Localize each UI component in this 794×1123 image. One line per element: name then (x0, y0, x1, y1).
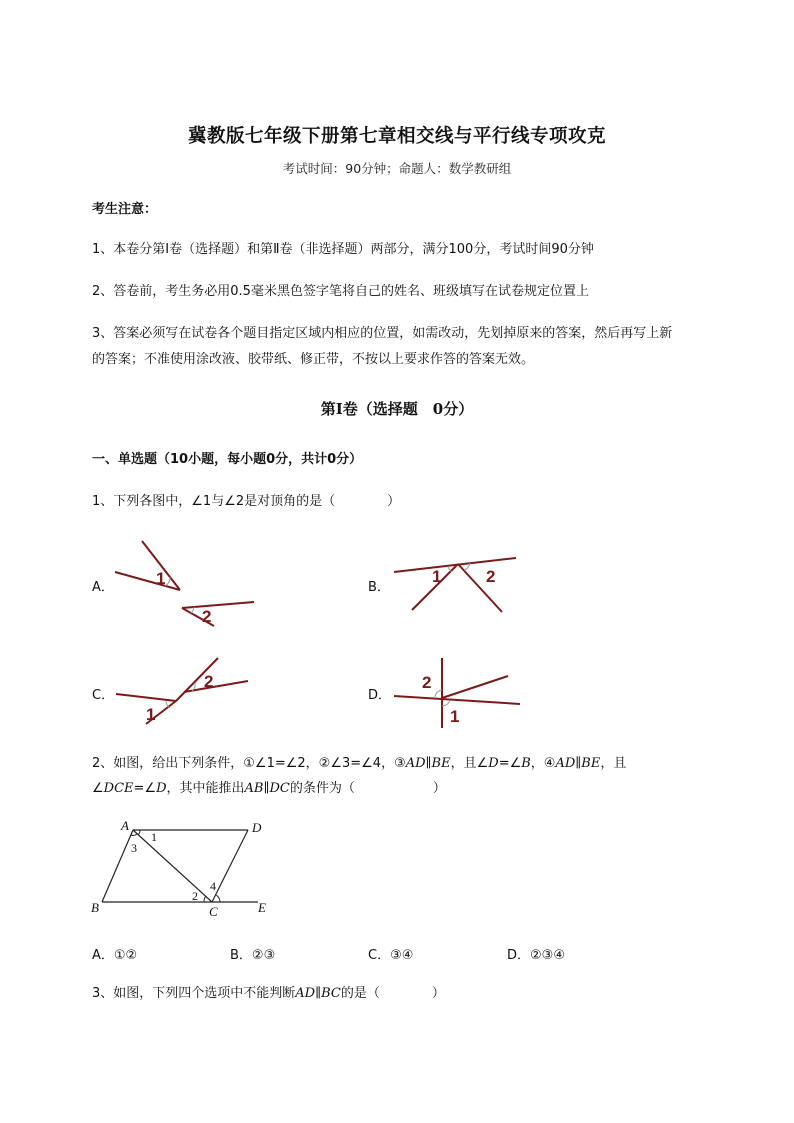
q2-option-d[interactable]: D．②③④ (507, 948, 565, 963)
q1-figure-b (390, 554, 520, 616)
q1-option-b[interactable]: B． (368, 580, 390, 595)
q2-angle-3: 3 (131, 841, 137, 855)
q1-figure-a (110, 536, 260, 628)
q1c-angle-2: 2 (204, 672, 214, 691)
page-title: 冀教版七年级下册第七章相交线与平行线专项攻克 (187, 126, 606, 147)
section-title: 第Ⅰ卷（选择题 0分） (320, 400, 474, 418)
q2-point-b: B (91, 900, 99, 915)
q1a-angle-2: 2 (202, 607, 212, 626)
q1-figure-d (390, 656, 524, 730)
notice-item-2: 2、答卷前，考生务必用0.5毫米黑色签字笔将自己的姓名、班级填写在试卷规定位置上 (92, 284, 589, 299)
q1b-angle-1: 1 (432, 567, 442, 586)
notice-item-1: 1、本卷分第Ⅰ卷（选择题）和第Ⅱ卷（非选择题）两部分，满分100分，考试时间90分钟 (92, 242, 594, 257)
part-heading: 一、单选题（10小题，每小题0分，共计0分） (92, 452, 363, 467)
notice-heading: 考生注意： (92, 202, 158, 217)
q1-option-c[interactable]: C． (92, 688, 115, 703)
q1-option-a[interactable]: A． (92, 580, 114, 595)
q1a-angle-1: 1 (156, 569, 166, 588)
q2-stem-line-1: 2、如图，给出下列条件，①∠1=∠2，②∠3=∠4，③AD∥BE，且∠D=∠B，④AD∥BE，且 (92, 756, 627, 771)
q2-angle-1: 1 (151, 830, 157, 844)
q2-figure (88, 818, 278, 918)
q1-figure-c (112, 656, 252, 726)
page-subtitle: 考试时间：90分钟；命题人：数学教研组 (282, 161, 512, 176)
q2-stem-line-2: ∠DCE=∠D，其中能推出AB∥DC的条件为（ ） (92, 781, 446, 796)
q1b-angle-2: 2 (486, 567, 496, 586)
q1d-angle-2: 2 (422, 673, 432, 692)
q2-option-a[interactable]: A．①② (92, 948, 138, 963)
q2-point-e: E (258, 900, 266, 915)
notice-item-3-cont: 的答案；不准使用涂改液、胶带纸、修正带，不按以上要求作答的答案无效。 (92, 352, 535, 367)
q2-option-b[interactable]: B．②③ (230, 948, 276, 963)
q1c-angle-1: 1 (146, 705, 156, 724)
q1-option-d[interactable]: D． (368, 688, 392, 703)
q2-point-d: D (252, 820, 262, 835)
q3-stem: 3、如图，下列四个选项中不能判断AD∥BC的是（ ） (92, 986, 445, 1001)
notice-item-3: 3、答案必须写在试卷各个题目指定区域内相应的位置，如需改动，先划掉原来的答案，然后再写上新 (92, 326, 673, 341)
q2-option-c[interactable]: C．③④ (368, 948, 414, 963)
q2-angle-2: 2 (192, 889, 198, 903)
q2-point-c: C (209, 904, 218, 919)
q2-point-a: A (121, 818, 129, 833)
q1-stem: 1、下列各图中，∠1与∠2是对顶角的是（ ） (92, 494, 401, 509)
q2-angle-4: 4 (210, 879, 216, 893)
q1d-angle-1: 1 (450, 707, 460, 726)
